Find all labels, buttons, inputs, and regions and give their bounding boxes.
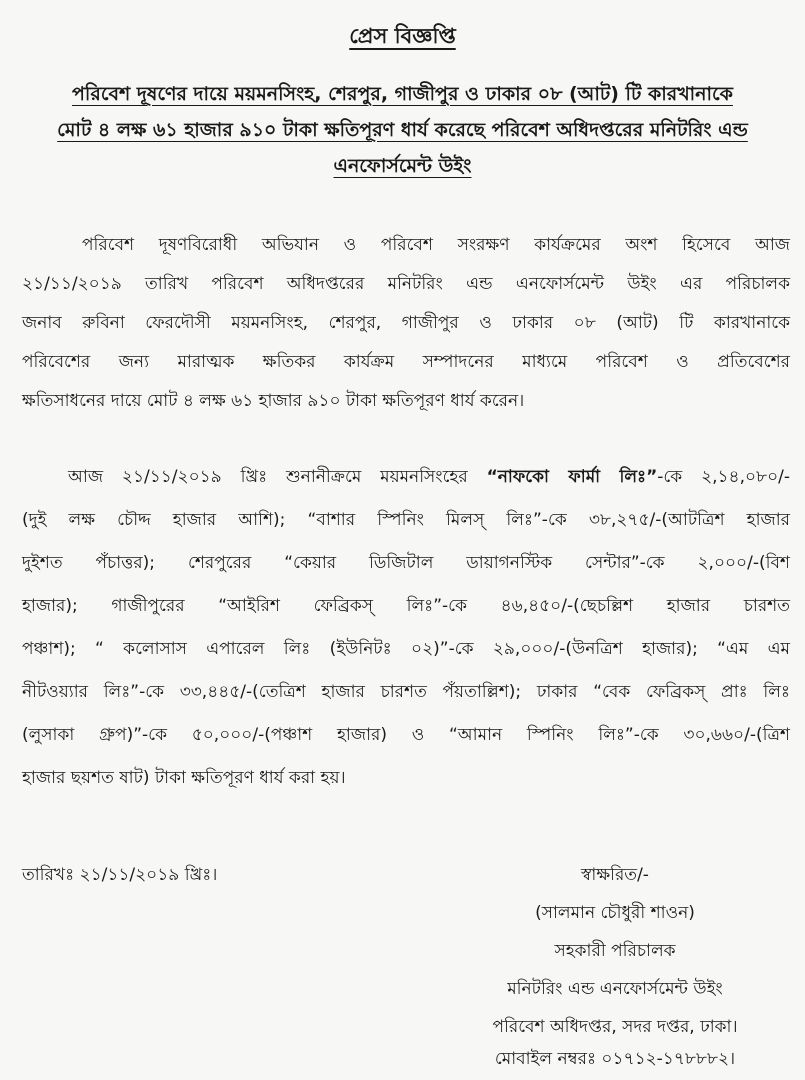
document-title: প্রেস বিজ্ঞপ্তি — [349, 24, 456, 48]
signatory-wing: মনিটরিং এন্ড এনফোর্সমেন্ট উইং — [507, 979, 723, 999]
company-name-nafco: “নাফকো ফার্মা লিঃ” — [486, 467, 658, 487]
para2-line-2: (দুই লক্ষ চৌদ্দ হাজার আশি); “বাশার স্পিনিং মিলস্ লিঃ”-কে ৩৮,২৭৫/-(আটত্রিশ হাজার — [22, 510, 790, 530]
para2-line-8: হাজার ছয়শত ষাট) টাকা ক্ষতিপূরণ ধার্য করা হয়। — [22, 768, 346, 788]
para1-line-3: জনাব রুবিনা ফেরদৌসী ময়মনসিংহ, শেরপুর, গাজীপুর ও ঢাকার ০৮ (আট) টি কারখানাকে — [22, 313, 790, 333]
para2-line-1: আজ ২১/১১/২০১৯ খ্রিঃ শুনানীক্রমে ময়মনসিংহের “নাফকো ফার্মা লিঃ”-কে ২,১৪,০৮০/- — [68, 467, 790, 487]
signatory-name: (সালমান চৌধুরী শাওন) — [535, 903, 695, 923]
para1-line-4: পরিবেশের জন্য মারাত্মক ক্ষতিকর কার্যক্রম সম্পাদনের মাধ্যমে পরিবেশ ও প্রতিবেশের — [22, 352, 790, 372]
para2-line-5: পঞ্চাশ); “ কলোসাস এপারেল লিঃ (ইউনিটঃ ০২)”-কে ২৯,০০০/-(উনত্রিশ হাজার); “এম এম — [22, 639, 790, 659]
headline-line-3: এনফোর্সমেন্ট উইং — [333, 155, 472, 177]
signatory-office: পরিবেশ অধিদপ্তর, সদর দপ্তর, ঢাকা। — [492, 1017, 738, 1037]
para2-line-4: হাজার); গাজীপুরের “আইরিশ ফেব্রিকস্ লিঃ”-কে ৪৬,৪৫০/-(ছেচল্লিশ হাজার চারশত — [22, 596, 790, 616]
para2-line-6: নীটওয়্যার লিঃ”-কে ৩৩,৪৪৫/-(তেত্রিশ হাজার চারশত পঁয়তাল্লিশ); ঢাকার “বেক ফেব্রিকস্ প্রাঃ লিঃ — [22, 682, 790, 702]
issue-date: তারিখঃ ২১/১১/২০১৯ খ্রিঃ। — [22, 865, 218, 885]
signatory-designation: সহকারী পরিচালক — [554, 941, 676, 961]
para2-line-7: (লুসাকা গ্রুপ)”-কে ৫০,০০০/-(পঞ্চাশ হাজার) ও “আমান স্পিনিং লিঃ”-কে ৩০,৬৬০/-(ত্রিশ — [22, 725, 790, 745]
signature-line-signed: স্বাক্ষরিত/- — [581, 865, 649, 885]
signatory-mobile: মোবাইল নম্বরঃ ০১৭১২-১৭৮৮৮২। — [494, 1049, 736, 1069]
para1-line-2: ২১/১১/২০১৯ তারিখ পরিবেশ অধিদপ্তরের মনিটরিং এন্ড এনফোর্সমেন্ট উইং এর পরিচালক — [22, 274, 790, 294]
para1-line-1: পরিবেশ দূষণবিরোধী অভিযান ও পরিবেশ সংরক্ষণ কার্যক্রমের অংশ হিসেবে আজ — [82, 235, 790, 255]
para2-line-3: দুইশত পঁচাত্তর); শেরপুরের “কেয়ার ডিজিটাল ডায়াগনস্টিক সেন্টার”-কে ২,০০০/-(বিশ — [22, 553, 790, 573]
headline-line-1: পরিবেশ দূষণের দায়ে ময়মনসিংহ, শেরপুর, গাজীপুর ও ঢাকার ০৮ (আট) টি কারখানাকে — [72, 83, 733, 105]
para1-line-5: ক্ষতিসাধনের দায়ে মোট ৪ লক্ষ ৬১ হাজার ৯১০ টাকা ক্ষতিপূরণ ধার্য করেন। — [22, 391, 525, 411]
headline-line-2: মোট ৪ লক্ষ ৬১ হাজার ৯১০ টাকা ক্ষতিপূরণ ধার্য করেছে পরিবেশ অধিদপ্তরের মনিটরিং এন্ড — [57, 119, 748, 141]
